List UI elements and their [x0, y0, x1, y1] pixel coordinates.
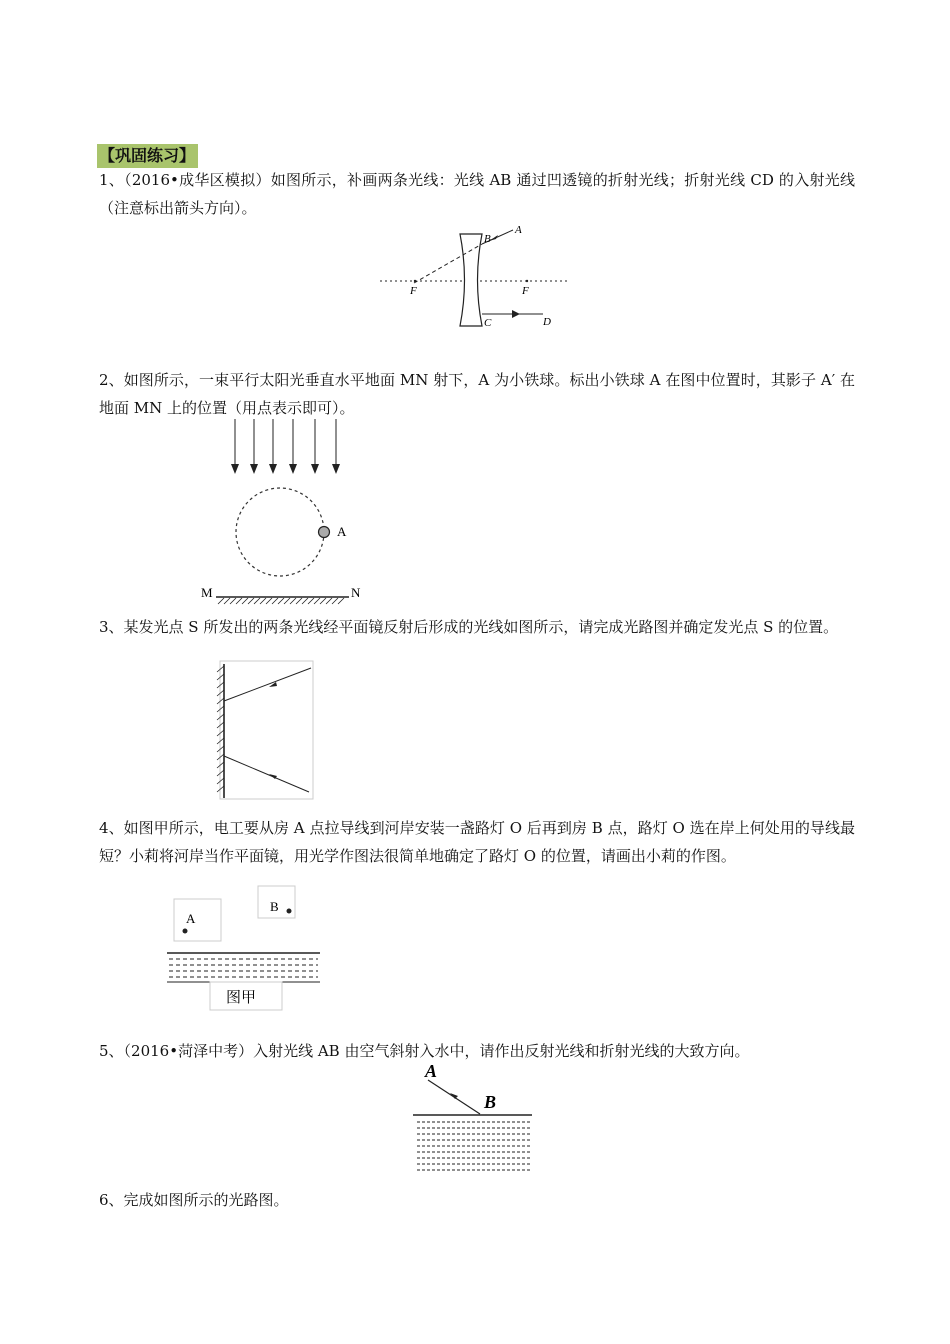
- reflected-ray-lower: [224, 756, 309, 792]
- label-n: N: [351, 585, 361, 600]
- river-water: [169, 959, 318, 977]
- dashed-orbit: [236, 488, 324, 576]
- ground-hatching: [218, 598, 344, 604]
- label-c: C: [484, 317, 492, 329]
- q4-river-bank-figure: [163, 884, 323, 1012]
- ray-cd-arrow: [512, 310, 520, 318]
- label-a: A: [186, 911, 196, 926]
- label-a: A: [515, 224, 522, 236]
- house-a-box: [174, 899, 221, 941]
- incident-ray-arrow: [450, 1093, 458, 1099]
- question-4-text: 4、如图甲所示，电工要从房 A 点拉导线到河岸安装一盏路灯 O 后再到房 B 点，路灯 O 选在岸上何处用的导线最短？小莉将河岸当作平面镜，用光学作图法很简单地确定了路灯 O 的位置，请画出小莉的作图。: [99, 819, 855, 865]
- q1-concave-lens-figure: [375, 222, 575, 332]
- question-6-text: 6、完成如图所示的光路图。: [99, 1191, 289, 1209]
- caption: 图甲: [226, 990, 257, 1006]
- label-b: B: [484, 233, 491, 245]
- label-m: M: [201, 585, 213, 600]
- point-a: [183, 929, 188, 934]
- q5-air-water-figure: [410, 1060, 538, 1180]
- label-d: D: [543, 316, 551, 328]
- focal-point-left: [414, 280, 416, 282]
- ray-arrows: [231, 464, 340, 474]
- label-b: B: [484, 1092, 497, 1112]
- q3-plane-mirror-figure: [210, 660, 318, 802]
- label-b: B: [270, 899, 279, 914]
- reflected-ray-upper: [224, 668, 311, 701]
- label-a: A: [337, 524, 347, 539]
- concave-lens: [460, 234, 482, 326]
- point-b: [287, 909, 292, 914]
- label-f-right: F: [522, 285, 529, 297]
- focal-point-right: [526, 280, 528, 282]
- label-f-left: F: [410, 285, 417, 297]
- water-lines: [417, 1122, 530, 1170]
- q2-sunlight-figure: [196, 414, 376, 606]
- question-3-text: 3、某发光点 S 所发出的两条光线经平面镜反射后形成的光线如图所示，请完成光路图并确定发光点 S 的位置。: [99, 618, 839, 636]
- figure-frame: [220, 661, 313, 799]
- label-a: A: [425, 1061, 438, 1081]
- iron-ball-a: [319, 527, 330, 538]
- question-1-text: 1、（2016•成华区模拟）如图所示，补画两条光线：光线 AB 通过凹透镜的折射光线；折射光线 CD 的入射光线（注意标出箭头方向）。: [99, 171, 855, 217]
- question-5-text: 5、（2016•菏泽中考）入射光线 AB 由空气斜射入水中，请作出反射光线和折射光线的大致方向。: [99, 1042, 750, 1060]
- section-title: 【巩固练习】: [97, 144, 198, 168]
- question-2-text: 2、如图所示，一束平行太阳光垂直水平地面 MN 射下，A 为小铁球。标出小铁球 A 在图中位置时，其影子 A′ 在地面 MN 上的位置（用点表示即可）。: [99, 371, 855, 417]
